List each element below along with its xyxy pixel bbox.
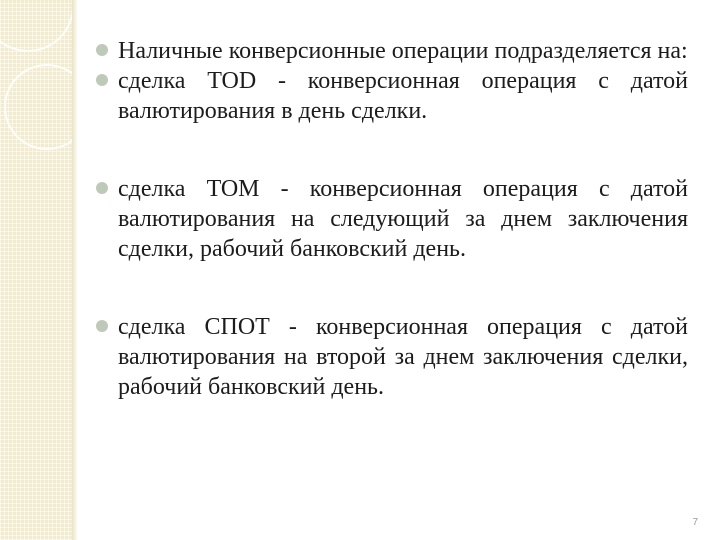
decorative-circle xyxy=(0,0,74,52)
decorative-side-strip xyxy=(0,0,72,540)
bullet-icon xyxy=(96,74,108,86)
bullet-text: сделка СПОТ - конверсионная операция с датой валютирования на второй за днем заключения сделки, рабочий банковский день. xyxy=(118,314,688,400)
bullet-icon xyxy=(96,182,108,194)
bullet-icon xyxy=(96,44,108,56)
bullet-item xyxy=(96,174,688,264)
bullet-icon xyxy=(96,320,108,332)
bullet-text: сделка TOD - конверсионная операция с датой валютирования в день сделки. xyxy=(118,68,688,124)
bullet-item xyxy=(96,66,688,126)
bullet-item xyxy=(96,312,688,402)
strip-edge xyxy=(72,0,78,540)
bullet-text: сделка TOM - конверсионная операция с датой валютирования на следующий за днем заключения сделки, рабочий банковский день. xyxy=(118,176,688,262)
page-number: 7 xyxy=(692,517,698,528)
bullet-text: Наличные конверсионные операции подразделяется на: xyxy=(118,38,688,64)
slide-content xyxy=(96,36,688,402)
bullet-item xyxy=(96,36,688,66)
